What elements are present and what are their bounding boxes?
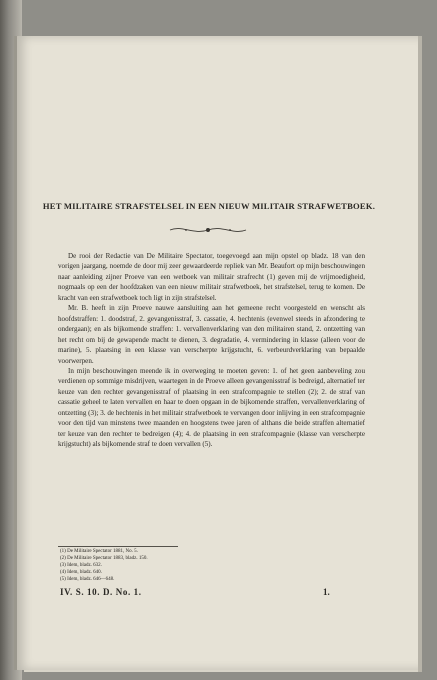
- footnote: (3) Idem, bladz. 632.: [60, 563, 102, 568]
- signature-mark: IV. S. 10. D. No. 1.: [60, 587, 142, 597]
- ornament-divider-icon: [168, 224, 248, 236]
- footnotes: [60, 548, 360, 583]
- article-title: HET MILITAIRE STRAFSTELSEL IN EEN NIEUW MILITAIR STRAFWETBOEK.: [42, 201, 376, 211]
- paragraph: De rooi der Redactie van De Militaire Spectator, toegevoegd aan mijn opstel op bladz. 18 van den vorigen jaargang, noemde de door mij zeer gewaardeerde repliek van Mr. Beaufort op mijn beschouwingen naar aanleiding zijner Proeve van een wetboek van militair strafrecht (1) geven mij de vrijmoedigheid, nogmaals op een der hoofdzaken van een nieuw militair strafwetboek, het strafstelsel, terug te komen. De kracht van een strafwetboek toch ligt in zijn strafstelsel.: [58, 252, 365, 302]
- paragraph: Mr. B. heeft in zijn Proeve nauwe aansluiting aan het gemeene recht voorgesteld en wenscht als hoofdstraffen: 1. doodstraf, 2. gevangenisstraf, 3. cassatie, 4. hechtenis (evenwel steeds in afzondering te ondergaan); en als bijkomende straffen: 1. vervallenverklaring van den militairen stand, 2. ontzetting van het recht om bij de gewapende macht te dienen, 3. degradatie, 4. vermindering in klasse (alleen voor de marine), 5. plaatsing in een klasse van verscherpte krijgstucht, 6. verbeurdverklaring van bepaalde voorwerpen.: [58, 304, 365, 365]
- footnote: (2) De Militaire Spectator 1883, bladz. 150.: [60, 556, 148, 561]
- paragraph: In mijn beschouwingen meende ik in overweging te moeten geven: 1. of het geen aanbeveling zou verdienen op sommige misdrijven, waartegen in de Proeve alleen gevangenisstraf is bedreigd, alternatief ter keuze van den rechter gevangenisstraf of plaatsing in een strafcompagnie te stellen (2); 2. de straf van cassatie geheel te laten vervallen en haar te doen opgaan in de bijkomende straffen, vervallenverklaring of ontzetting (3); 3. de hechtenis in het militair strafwetboek te vervangen door inlijving in een strafcompagnie voor den tijd van minstens twee maanden en hoogstens twee jaren of althans die beide straffen alternatief ter keuze van den rechter te bedreigen (4); 4. de plaatsing in een strafcompagnie (klasse van verscherpte krijgstucht) als bijkomende straf te doen vervallen (5).: [58, 366, 365, 449]
- footnote: (1) De Militaire Spectator 1881, No. 5.: [60, 549, 138, 554]
- article-body: [58, 251, 365, 450]
- page-edge: [418, 36, 422, 672]
- footnote: (4) Idem, bladz. 640.: [60, 570, 102, 575]
- page-number: 1.: [323, 587, 330, 597]
- footnote: (5) Idem, bladz. 646—648.: [60, 577, 115, 582]
- footnote-rule: [58, 546, 178, 547]
